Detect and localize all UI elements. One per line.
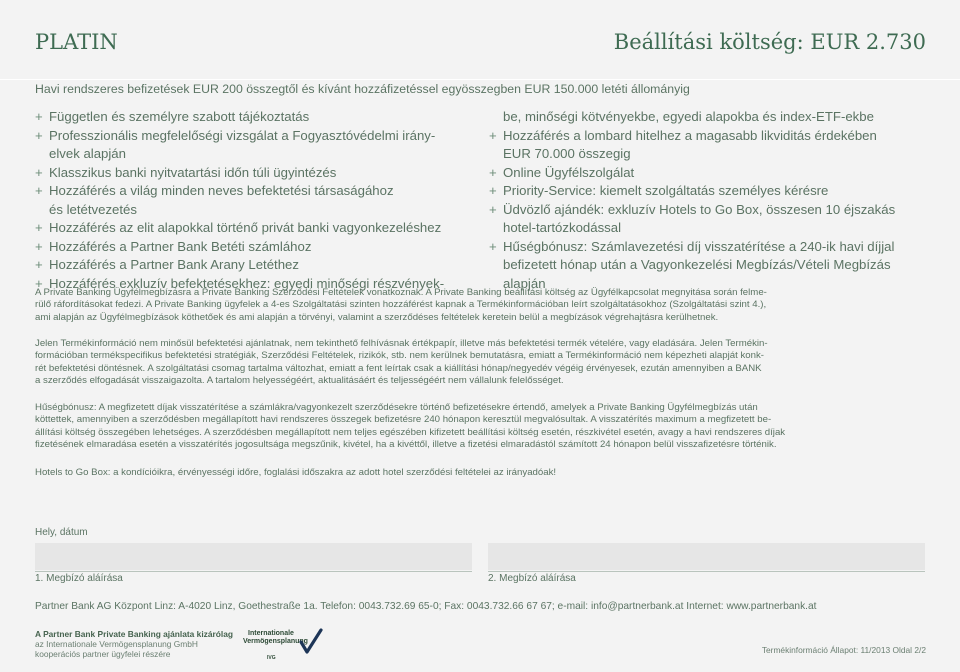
header-divider [0, 79, 960, 80]
benefit-text: és letétvezetés [49, 201, 137, 217]
benefit-item [489, 108, 929, 127]
paragraph-loyalty-bonus [35, 402, 926, 452]
logo-sub-text: IVG [267, 655, 276, 661]
benefit-text: be, minőségi kötvényekbe, egyedi alapokba és index-ETF-ekbe [503, 109, 874, 124]
plus-icon: + [35, 220, 43, 235]
paragraph-line: ami alapján az Ügyfélmegbízások köthetőek és ami alapján a törvényi, valamint a szerződéses feltételek keretein belül a megbízások végrehajtásra kerülhetnek. [35, 311, 719, 323]
plus-icon: + [489, 183, 497, 198]
signature-label-1: 1. Megbízó aláírása [35, 573, 123, 584]
footer-offer-note [35, 629, 233, 660]
paragraph-terms [35, 287, 926, 324]
bank-address: Partner Bank AG Központ Linz: A-4020 Linz, Goethestraße 1a. Telefon: 0043.732.69 65-0; Fax: 0043.732.66 67 67; e-mail: info@partnerbank.at Internet: www.partnerbank.at [35, 601, 817, 612]
paragraph-hotels [35, 467, 926, 479]
plus-icon: + [35, 164, 43, 180]
paragraph-line: Hűségbónusz: A megfizetett díjak visszatérítése a számlákra/vagyonkezelt szerződésekre történő befizetésekre értendő, amelyek a Private Banking Ügyfélmegbízás után [35, 402, 758, 413]
benefits-list-right [489, 108, 929, 293]
benefit-item [489, 182, 929, 201]
benefit-text: hotel-tartózkodással [503, 220, 622, 235]
benefit-item [489, 219, 929, 238]
benefit-item [489, 127, 929, 146]
signature-label-2: 2. Megbízó aláírása [488, 573, 576, 584]
benefit-text: Hűségbónusz: Számlavezetési díj visszatérítése a 240-ik havi díjjal [503, 238, 895, 254]
benefit-text: alapján [503, 275, 546, 291]
plus-icon: + [35, 127, 43, 143]
benefit-text: Online Ügyfélszolgálat [503, 164, 635, 180]
benefit-text: Professzionális megfelelőségi vizsgálat a Fogyasztóvédelmi irány- [49, 127, 436, 143]
benefit-text: Klasszikus banki nyitvatartási időn túli ügyintézés [49, 164, 337, 180]
plus-icon: + [489, 127, 497, 143]
plus-icon: + [489, 238, 497, 254]
benefit-item [489, 201, 929, 220]
benefits-list-left [35, 108, 485, 293]
benefit-item [35, 182, 485, 201]
plus-icon: + [489, 201, 497, 217]
logo-text-1: Internationale [248, 630, 294, 637]
signature-field-1[interactable] [35, 543, 472, 570]
benefit-item [35, 201, 485, 220]
date-label: Hely, dátum [35, 527, 88, 538]
checkmark-icon [243, 628, 323, 664]
product-title: PLATIN [35, 30, 118, 54]
document-meta: Termékinformáció Állapot: 11/2013 Oldal 2/2 [761, 645, 926, 655]
paragraph-line: fizetésének elmaradása esetén a visszatérítés jogosultsága megszűnik, kivétel, ha a kivéttől, illetve a fizetési elmaradástól számított 24 hónapon belül visszafizetésre történik. [35, 439, 777, 451]
paragraph-line: köttettek, amennyiben a szerződésben megállapított havi rendszeres összegek befizetésre 240 hónapon keresztül megvalósultak. A visszatérítés maximum a megfizetett be- [35, 414, 772, 426]
signature-field-2[interactable] [488, 543, 925, 570]
footer-line-2: az Internationale Vermögensplanung GmbH [35, 639, 198, 650]
paragraph-line: Jelen Termékinformáció nem minősül befektetési ajánlatnak, nem tekinthető felhívásnak értékpapír, illetve más befektetési termék vételére, vagy eladására. Jelen Termékin- [35, 338, 768, 349]
paragraph-line: rét befektetési döntésnek. A szolgáltatási csomag tartalma változhat, emiatt a fent leírtak csak a kiállítási hónap/negyedév végéig érvényesek, ezután amennyiben a BANK [35, 362, 762, 374]
plus-icon: + [35, 109, 43, 124]
benefit-item [35, 145, 485, 164]
paragraph-disclaimer [35, 338, 926, 388]
benefit-item [489, 164, 929, 183]
intro-text: Havi rendszeres befizetések EUR 200 összegtől és kívánt hozzáfizetéssel egyösszegben EUR 150.000 letéti állományig [35, 82, 690, 96]
benefit-item [35, 238, 485, 257]
logo-text-2: Vermögensplanung [243, 638, 308, 645]
footer-line-3: kooperációs partner ügyfelei részére [35, 649, 171, 660]
setup-fee-title: Beállítási költség: EUR 2.730 [613, 30, 926, 54]
benefit-text: Hozzáférés a lombard hitelhez a magasabb likviditás érdekében [503, 127, 877, 143]
benefit-text: befizetett hónap után a Vagyonkezelési Megbízás/Vételi Megbízás [503, 257, 891, 272]
benefit-text: Hozzáférés a Partner Bank Betéti számlához [49, 238, 312, 254]
paragraph-line: A Private Banking Ügyfélmegbízásra a Private Banking Szerződési Feltételek vonatkoznak. A Private Banking beállítási költség az Ügyfélkapcsolat megnyitása során felme- [35, 287, 767, 298]
benefit-text: Hozzáférés az elit alapokkal történő privát banki vagyonkezeléshez [49, 220, 442, 235]
paragraph-line: a szerződés elfogadását visszaigazolta. A tartalom helyességéért, aktualitásáért és teljességéért nem vállalunk felelősséget. [35, 375, 564, 387]
benefit-item [489, 256, 929, 275]
plus-icon: + [35, 183, 43, 198]
page-header [35, 30, 926, 62]
paragraph-line: Hotels to Go Box: a kondícióikra, érvényességi időre, foglalási időszakra az adott hotel szerződési feltételei az irányadóak! [35, 467, 557, 478]
plus-icon: + [35, 257, 43, 272]
benefit-item [489, 238, 929, 257]
plus-icon: + [35, 238, 43, 254]
plus-icon: + [489, 164, 497, 180]
benefit-text: Hozzáférés a Partner Bank Arany Letéthez [49, 257, 299, 272]
ivg-logo [243, 628, 323, 664]
benefit-item [489, 145, 929, 164]
benefit-item [35, 108, 485, 127]
paragraph-line: rülő ráfordításokat fedezi. A Private Banking ügyfelek a 4-es Szolgáltatási szinten hozzáférést kapnak a Termékinformációban leírt szolgáltatásokhoz (Szolgáltatási szint 4.), [35, 299, 767, 311]
benefit-text: Hozzáférés exkluzív befektetésekhez: egyedi minőségi részvények- [49, 275, 445, 291]
benefit-item [35, 219, 485, 238]
benefit-text: EUR 70.000 összegig [503, 146, 631, 161]
benefit-text: Üdvözlő ajándék: exkluzív Hotels to Go Box, összesen 10 éjszakás [503, 201, 896, 217]
paragraph-line: állítási költség összegében lehetséges. A szerződésben megállapított nem teljes egészében kifizetett beállítási költség esetén, részkivétel esetén, avagy a havi rendszeres díjak [35, 426, 786, 438]
benefit-text: elvek alapján [49, 146, 126, 161]
benefit-text: Priority-Service: kiemelt szolgáltatás személyes kérésre [503, 183, 829, 198]
signature-line-2 [488, 571, 925, 572]
benefit-item [35, 164, 485, 183]
benefit-text: Független és személyre szabott tájékoztatás [49, 109, 310, 124]
plus-icon: + [35, 275, 43, 291]
benefit-item [35, 127, 485, 146]
benefit-item [35, 256, 485, 275]
paragraph-line: formációban termékspecifikus befektetési stratégiák, Szerződési Feltételek, rizikók, stb. nem kerülnek bemutatásra, emiatt a Termékinformáció nem képezheti alapját konk- [35, 350, 764, 362]
benefit-text: Hozzáférés a világ minden neves befektetési társaságához [49, 183, 394, 198]
footer-line-1: A Partner Bank Private Banking ajánlata kizárólag [35, 629, 233, 639]
signature-line-1 [35, 571, 472, 572]
